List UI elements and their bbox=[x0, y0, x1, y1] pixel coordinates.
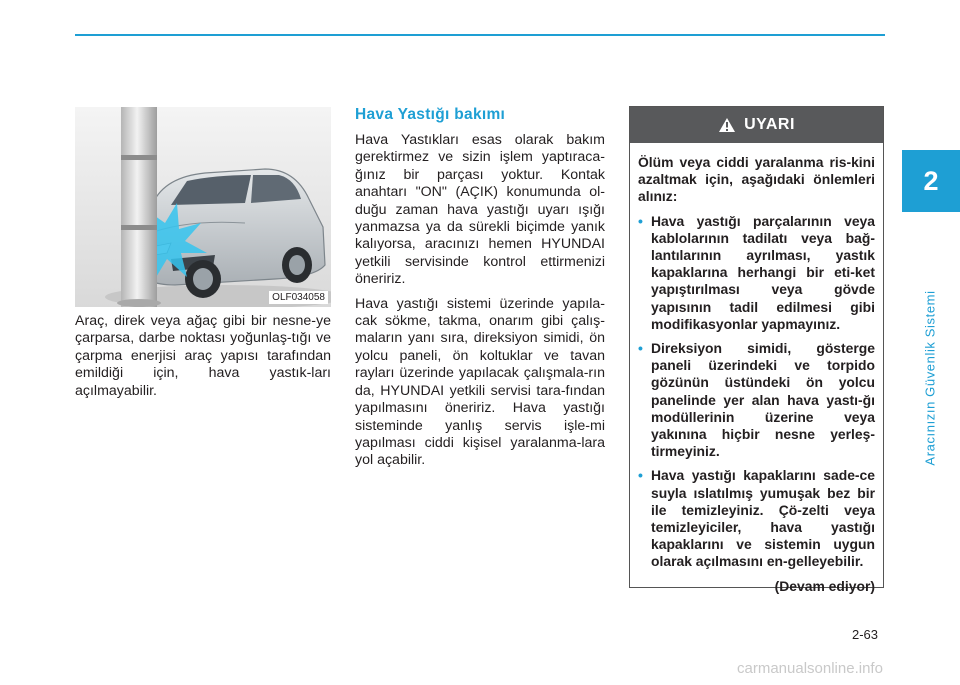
warning-item bbox=[638, 213, 875, 333]
warning-triangle-icon bbox=[718, 117, 736, 133]
bullet-icon: • bbox=[638, 212, 643, 229]
watermark: carmanualsonline.info bbox=[737, 660, 883, 677]
car-pole-figure bbox=[75, 107, 331, 307]
warning-item-text: Hava yastığı kapaklarını sade-ce suyla ıslatılmış yumuşak bez bir ile temizleyiniz. Çö-zelti veya temizleyiciler, hava yastığı kapaklarını ve sistemin uygun olarak açılmasını en-gelleyebilir. bbox=[651, 467, 875, 570]
top-rule bbox=[75, 34, 885, 36]
warning-item bbox=[638, 340, 875, 460]
section-title: Hava Yastığı bakımı bbox=[355, 106, 506, 123]
continued-label: (Devam ediyor) bbox=[774, 577, 875, 594]
car-hitting-pole-illustration bbox=[75, 107, 331, 307]
warning-item-text: Hava yastığı parçalarının veya kablolarının tadilatı veya bağ-lantılarının ayrılması, yastık kapaklarına herhangi bir eti-ket yapıştırılması veya gövde yapısının tadil edilmesi gibi modifikasyonlar yapmayınız. bbox=[651, 212, 875, 332]
section-paragraph-2: Hava yastığı sistemi üzerinde yapıla-cak sökme, takma, onarım gibi çalış-maların yanı sıra, direksiyon simidi, ön yolcu paneli, ön koltuklar ve tavan rayları üzerinde yapılacak çalışmala-rın da, HYUNDAI yetkili servisi tara-fından yapılmasını öneririz. Hava yastığı sisteminde yanlış servis işle-mi yapılması ciddi kişisel yaralanma-lara yol açabilir. bbox=[355, 295, 605, 469]
chapter-tab[interactable]: 2 bbox=[902, 150, 960, 212]
warning-body bbox=[630, 143, 883, 595]
warning-item-text: Direksiyon simidi, gösterge paneli üzerindeki ve torpido gözünün üstündeki ön yolcu panelinde yer alan hava yastı-ğı modüllerinin üzerine veya yakınına hiçbir nesne yerleş-tirmeyiniz. bbox=[651, 340, 875, 460]
warning-intro: Ölüm veya ciddi yaralanma ris-kini azaltmak için, aşağıdaki önlemleri alınız: bbox=[638, 154, 875, 205]
chapter-side-label: Aracınızın Güvenlik Sistemi bbox=[922, 290, 938, 466]
warning-item bbox=[638, 467, 875, 570]
section-paragraph-1: Hava Yastıkları esas olarak bakım gerektirmez ve sizin işlem yaptıraca-ğınız bir parçası yoktur. Kontak anahtarı "ON" (AÇIK) konumunda ol-duğu zaman hava yastığı uyarı ışığı yanmazsa ya da sürekli biçimde yanık kalıyorsa, aracınızı hemen HYUNDAI yetkili servisinde kontrol ettirmenizi öneririz. bbox=[355, 132, 605, 288]
figure-caption: Araç, direk veya ağaç gibi bir nesne-ye çarparsa, darbe noktası yoğunlaş-tığı ve çarpma enerjisi araç yapısı tarafından emildiği için, hava yastık-ları açılmayabilir. bbox=[75, 313, 331, 399]
warning-header bbox=[630, 107, 883, 143]
page-number: 2-63 bbox=[852, 627, 879, 642]
bullet-icon: • bbox=[638, 340, 643, 357]
warning-title: UYARI bbox=[744, 116, 795, 133]
warning-box bbox=[629, 106, 884, 594]
maintenance-section bbox=[355, 106, 605, 477]
figure-code: OLF034058 bbox=[269, 291, 328, 304]
warning-list bbox=[638, 213, 875, 571]
bullet-icon: • bbox=[638, 467, 643, 484]
